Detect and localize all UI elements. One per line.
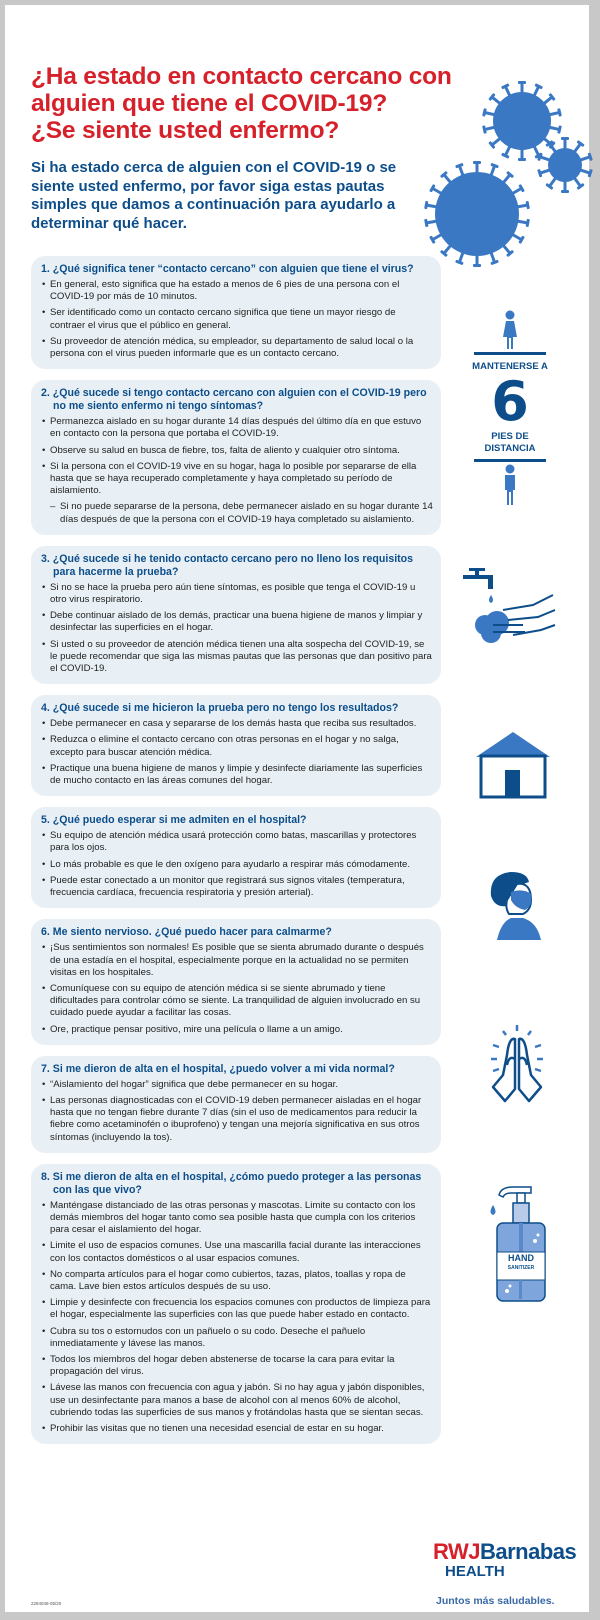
flyer-page [5,5,589,1612]
faq-bullet: • Prohibir las visitas que no tienen una necesidad esencial de estar en su hogar. [41,1423,433,1435]
distance-graphic [460,310,560,506]
hand-sanitizer-icon [483,1185,553,1305]
faq-bullet: • Si no se hace la prueba pero aún tiene síntomas, es posible que tenga el COVID-19 u otro virus respiratorio. [41,582,433,606]
faq-bullet: • Puede estar conectado a un monitor que registrará sus signos vitales (temperatura, frecuencia cardíaca, frecuencia respiratoria y presión arterial). [41,875,433,899]
virus-icon-medium [482,81,562,161]
faq-bullet: • Las personas diagnosticadas con el COVID-19 deben permanecer aisladas en el hogar hasta que no tengan fiebre durante 7 días (sin el uso de medicamentos para reducir la fiebre como acetaminofén o ibuprofeno) y tengan una mejoría significativa en sus otros síntomas (incluyendo la tos). [41,1095,433,1144]
sanitizer-label-line1: HAND [508,1253,534,1263]
faq-bullet: • Comuníquese con su equipo de atención médica si se siente abrumado y tiene dificultades para controlar cómo se siente. La tranquilidad de alguien involucrado en su cuidado puede ayudar a facilitar las cosas. [41,983,433,1020]
praying-hands-icon [489,1025,545,1105]
virus-icon [405,75,595,275]
logo-health: HEALTH [445,1563,505,1580]
faq-heading: 7. Si me dieron de alta en el hospital, ¿puedo volver a mi vida normal? [41,1062,395,1075]
faq-bullet: • Cubra su tos o estornudos con un pañuelo o su codo. Deseche el pañuelo inmediatamente y lávese las manos. [41,1326,433,1350]
faq-card-4 [31,695,441,796]
faq-bullet: • Si la persona con el COVID-19 vive en su hogar, haga lo posible por separarse de ella hasta que se haya recuperado completamente y haya completado su período de aislamiento. [41,461,433,498]
faq-bullet: • Reduzca o elimine el contacto cercano con otras personas en el hogar y no salga, excepto para buscar atención médica. [41,734,433,758]
faq-bullet: • Su proveedor de atención médica, su empleador, su departamento de salud local o la persona con el virus pueden informarle que es un contacto cercano. [41,336,433,360]
faq-card-1 [31,256,441,369]
faq-bullet: • Su equipo de atención médica usará protección como batas, mascarillas y protectores para los ojos. [41,830,433,854]
distance-bottom-label: DISTANCIA [484,443,536,454]
faq-heading: 8. Si me dieron de alta en el hospital, ¿cómo puedo proteger a las personas con las que vivo? [41,1170,422,1196]
faq-bullet: • Permanezca aislado en su hogar durante 14 días después del último día en que estuvo en contacto con la persona que portaba el COVID-19. [41,416,433,440]
faq-sub-bullet: – Si no puede separarse de la persona, debe permanecer aislado en su hogar durante 14 días después de que la persona con el COVID-19 haya completado su aislamiento. [41,501,433,525]
faq-heading: 3. ¿Qué sucede si he tenido contacto cercano pero no lleno los requisitos para hacerme la prueba? [41,552,414,578]
virus-icon-small [537,137,593,193]
divider-line [474,459,546,462]
virus-spike [473,255,481,267]
faq-bullet: • Observe su salud en busca de fiebre, tos, falta de aliento y cualquier otro síntoma. [41,445,433,457]
sanitizer-bottle-icon [483,1185,553,1305]
faq-card-7 [31,1056,441,1153]
intro-text: Si ha estado cerca de alguien con el COVID-19 o se siente usted enfermo, por favor siga estas pautas simples que damos a continuación para ayudarlo a determinar qué hacer. [31,159,397,232]
faq-bullet: • “Aislamiento del hogar” significa que debe permanecer en su hogar. [41,1079,433,1091]
faq-bullet: • Ser identificado como un contacto cercano significa que tiene un mayor riesgo de contraer el virus que el público en general. [41,307,433,331]
faq-bullet: • Limpie y desinfecte con frecuencia los espacios comunes con productos de limpieza para el hogar, especialmente las superficies con las que puede haber estado en contacto. [41,1297,433,1321]
virus-spike [473,161,481,173]
title-line: ¿Se siente usted enfermo? [31,117,340,144]
faq-bullet: • Ore, practique pensar positivo, mire una película o llame a un amigo. [41,1024,433,1036]
faq-heading: 2. ¿Qué sucede si tengo contacto cercano con alguien con el COVID-19 pero no me siento enfermo ni tengo síntomas? [41,387,427,413]
faq-card-5 [31,807,441,908]
faq-card-2 [31,380,441,535]
faq-list [31,256,441,1455]
title-line: ¿Ha estado en contacto cercano con [31,63,452,90]
virus-spike [561,181,569,193]
faq-bullet: • Si usted o su proveedor de atención médica tienen una alta sospecha del COVID-19, se le puede recomendar que siga las mismas pautas que las personas que dan positivo para el COVID-19. [41,639,433,676]
faq-heading: 4. ¿Qué sucede si me hicieron la prueba pero no tengo los resultados? [41,702,399,715]
rwjbarnabas-logo [433,1540,583,1580]
virus-icon-large [424,161,530,267]
distance-number: 6 [491,370,529,433]
faq-bullet: • Manténgase distanciado de las otras personas y mascotas. Limite su contacto con los demás miembros del hogar tanto como sea posible hasta que cumpla con los criterios para cesar el aislamiento del hogar. [41,1200,433,1237]
faq-bullet: • Limite el uso de espacios comunes. Use una mascarilla facial durante las interacciones con los contactos domésticos o al usar espacios comunes. [41,1240,433,1264]
faq-heading: 5. ¿Qué puedo esperar si me admiten en el hospital? [41,814,307,827]
title-line: alguien que tiene el COVID-19? [31,90,388,117]
virus-spike [518,81,526,93]
faq-heading: 6. Me siento nervioso. ¿Qué puedo hacer para calmarme? [41,926,332,939]
faq-bullet: • Lávese las manos con frecuencia con agua y jabón. Si no hay agua y jabón disponibles, use un desinfectante para manos a base de alcohol con al menos 60% de alcohol, cubriendo todas las superficies de sus manos y frotándolas hasta que se sientan secas. [41,1382,433,1419]
faq-bullet: • En general, esto significa que ha estado a menos de 6 pies de una persona con el COVID-19 por más de 10 minutos. [41,279,433,303]
faq-bullet: • Todos los miembros del hogar deben abstenerse de tocarse la cara para evitar la propagación del virus. [41,1354,433,1378]
faq-heading: 1. ¿Qué significa tener “contacto cercano” con alguien que tiene el virus? [41,263,414,275]
faq-bullet: • No comparta artículos para el hogar como cubiertos, tazas, platos, toallas y ropa de cama. Lave bien estos artículos después de su uso. [41,1269,433,1293]
faq-bullet: • Lo más probable es que le den oxígeno para ayudarlo a respirar más cómodamente. [41,859,433,871]
faq-card-3 [31,546,441,684]
person-icon [499,464,521,506]
virus-spike [518,149,526,161]
distance-top-label: MANTENERSE A [472,361,548,372]
person-icon [499,310,521,350]
distance-bottom-label: PIES DE [491,431,529,442]
masked-person-icon [487,870,547,940]
faq-bullet: • Debe continuar aislado de los demás, practicar una buena higiene de manos y limpiar y desinfectar las superficies en el hogar. [41,610,433,634]
house-icon [475,730,551,800]
sanitizer-label [497,1253,545,1279]
handwashing-icon [463,565,563,645]
faq-bullet: • Practique una buena higiene de manos y limpie y desinfecte diariamente las superficies de mucho contacto en las áreas comunes del hogar. [41,763,433,787]
divider-line [474,352,546,355]
logo-barnabas: Barnabas [480,1539,577,1564]
virus-spike [561,137,569,149]
sanitizer-label-line2: SANITIZER [507,1265,535,1271]
faq-bullet: • ¡Sus sentimientos son normales! Es posible que se sienta abrumado durante o después de una estadía en el hospital, especialmente porque en la actualidad no se permiten visitas en los hospitales. [41,942,433,979]
faq-card-8 [31,1164,441,1444]
faq-card-6 [31,919,441,1044]
logo-rwj: RWJ [433,1539,480,1564]
faq-bullet: • Debe permanecer en casa y separarse de los demás hasta que reciba sus resultados. [41,718,433,730]
tagline: Juntos más saludables. [436,1595,555,1607]
document-code: 2284048-05/20 [31,1601,62,1606]
